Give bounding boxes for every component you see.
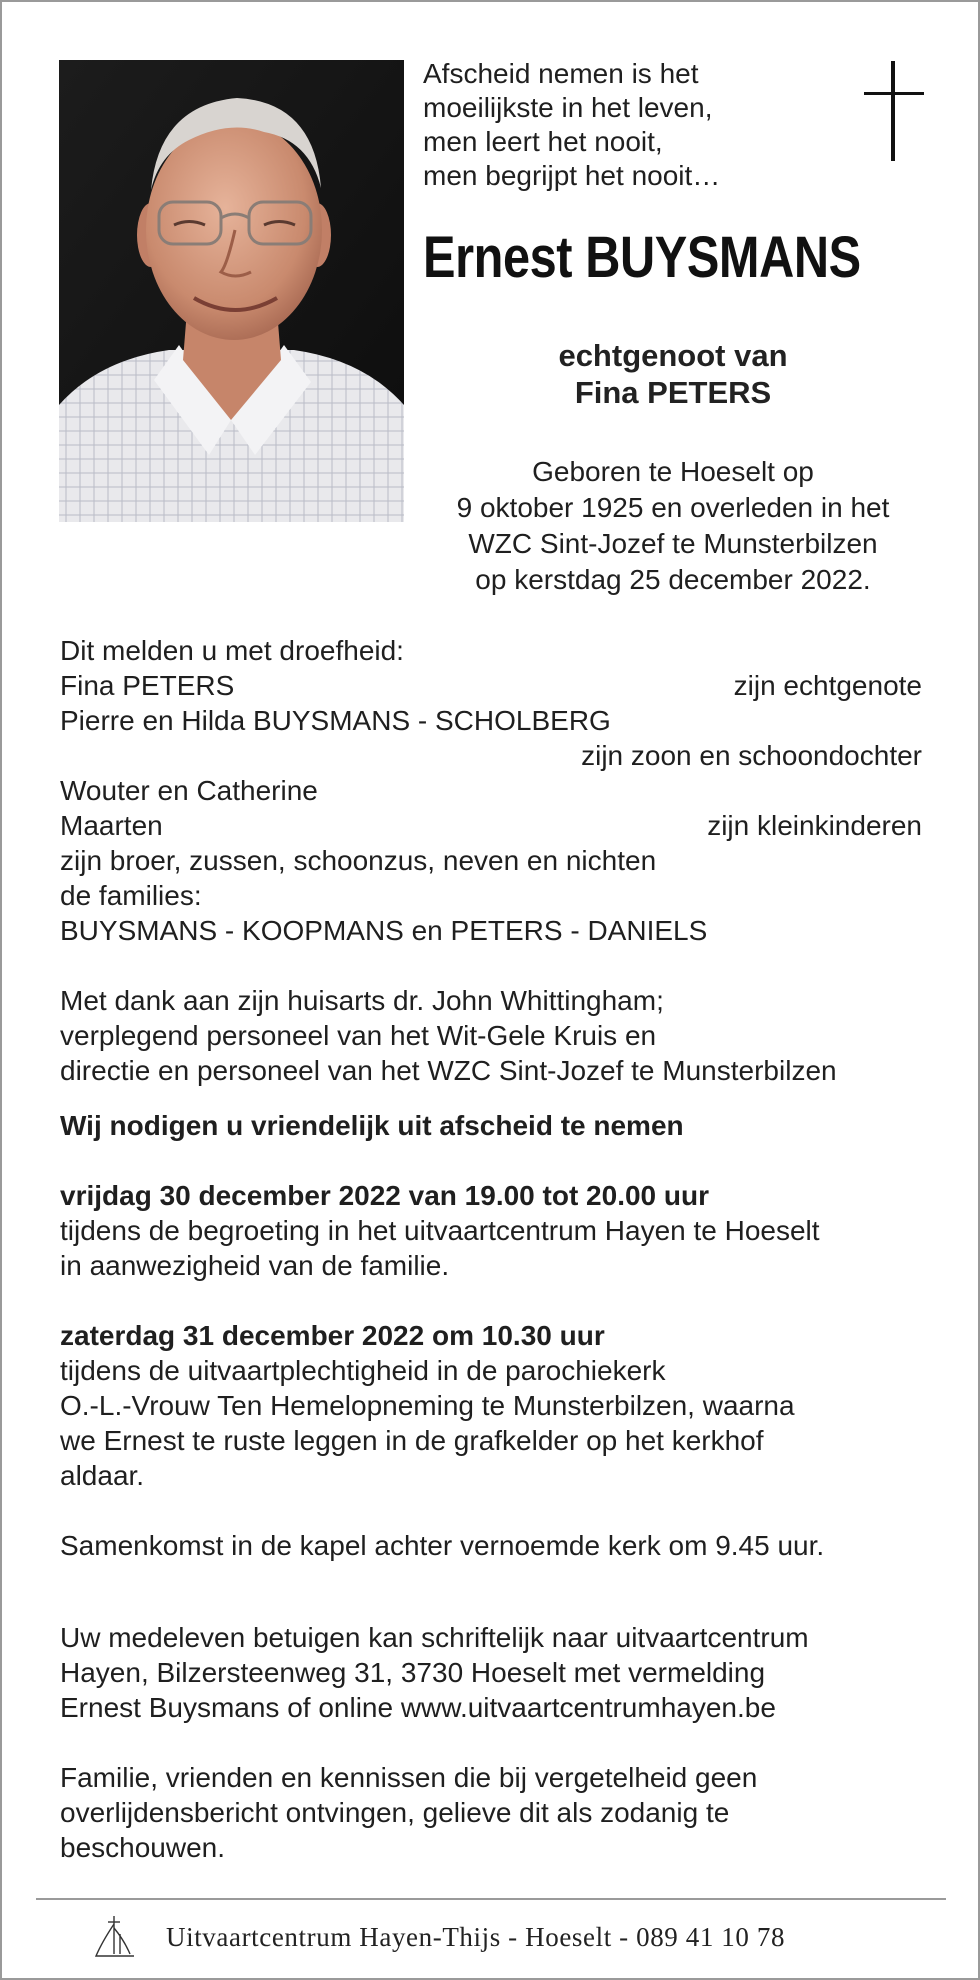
hayen-logo-icon [94, 1914, 138, 1960]
mourner-name: Pierre en Hilda BUYSMANS - SCHOLBERG [60, 705, 611, 736]
spouse-name: Fina PETERS [574, 375, 772, 410]
condolences-line: Uw medeleven betuigen kan schriftelijk naar uitvaartcentrum [60, 1622, 809, 1653]
mourner-row [60, 808, 922, 843]
birth-death-line: 9 oktober 1925 en overleden in het [456, 492, 890, 523]
gathering-info: Samenkomst in de kapel achter vernoemde kerk om 9.45 uur. [60, 1530, 825, 1561]
closing-line: overlijdensbericht ontvingen, gelieve dit als zodanig te [60, 1797, 730, 1828]
funeral-heading: zaterdag 31 december 2022 om 10.30 uur [60, 1320, 605, 1351]
mourner-relation: zijn zoon en schoondochter [581, 740, 922, 771]
footer-divider [36, 1898, 946, 1900]
closing-line: Familie, vrienden en kennissen die bij vergetelheid geen [60, 1762, 758, 1793]
funeral-line: aldaar. [60, 1460, 145, 1491]
mourner-row [60, 668, 922, 703]
birth-death-line: WZC Sint-Jozef te Munsterbilzen [468, 528, 878, 559]
mourner-name: Maarten [60, 810, 163, 841]
thanks-line: verplegend personeel van het Wit-Gele Kruis en [60, 1020, 657, 1051]
closing-line: beschouwen. [60, 1832, 226, 1863]
condolences-line: Ernest Buysmans of online www.uitvaartcentrumhayen.be [60, 1692, 776, 1723]
footer-contact: Uitvaartcentrum Hayen-Thijs - Hoeselt - 089 41 10 78 [166, 1921, 786, 1952]
portrait-photo-icon [59, 60, 404, 522]
invitation-heading: Wij nodigen u vriendelijk uit afscheid te nemen [60, 1110, 684, 1141]
obituary-body [60, 633, 922, 1865]
visitation-line: in aanwezigheid van de familie. [60, 1250, 450, 1281]
mourner-relation: zijn kleinkinderen [707, 810, 922, 841]
birth-death-info [423, 454, 923, 598]
footer [94, 1912, 785, 1962]
visitation-heading: vrijdag 30 december 2022 van 19.00 tot 20.00 uur [60, 1180, 710, 1211]
funeral-line: O.-L.-Vrouw Ten Hemelopneming te Munsterbilzen, waarna [60, 1390, 795, 1421]
families-names: BUYSMANS - KOOPMANS en PETERS - DANIELS [60, 915, 708, 946]
thanks-line: directie en personeel van het WZC Sint-Jozef te Munsterbilzen [60, 1055, 837, 1086]
cross-icon [864, 61, 924, 161]
visitation-line: tijdens de begroeting in het uitvaartcentrum Hayen te Hoeselt [60, 1215, 820, 1246]
deceased-name: Ernest BUYSMANS [423, 225, 861, 290]
families-intro: de families: [60, 880, 202, 911]
thanks-line: Met dank aan zijn huisarts dr. John Whittingham; [60, 985, 664, 1016]
quote-line: men leert het nooit, [423, 126, 663, 157]
portrait-photo [59, 60, 404, 522]
spouse-block [423, 337, 923, 411]
condolences-line: Hayen, Bilzersteenweg 31, 3730 Hoeselt met vermelding [60, 1657, 766, 1688]
quote-line: moeilijkste in het leven, [423, 92, 713, 123]
mourner-relation: zijn echtgenote [733, 670, 922, 701]
quote-line: men begrijpt het nooit… [423, 160, 721, 191]
mourner-name: zijn broer, zussen, schoonzus, neven en nichten [60, 845, 657, 876]
birth-death-line: Geboren te Hoeselt op [532, 456, 814, 487]
quote-line: Afscheid nemen is het [423, 58, 699, 89]
mourners-intro: Dit melden u met droefheid: [60, 635, 404, 666]
funeral-line: tijdens de uitvaartplechtigheid in de parochiekerk [60, 1355, 666, 1386]
funeral-line: we Ernest te ruste leggen in de grafkelder op het kerkhof [60, 1425, 764, 1456]
spouse-intro: echtgenoot van [558, 338, 788, 373]
mourner-name: Wouter en Catherine [60, 775, 318, 806]
birth-death-line: op kerstdag 25 december 2022. [475, 564, 871, 595]
mourner-name: Fina PETERS [60, 670, 235, 701]
memorial-quote [423, 57, 720, 193]
